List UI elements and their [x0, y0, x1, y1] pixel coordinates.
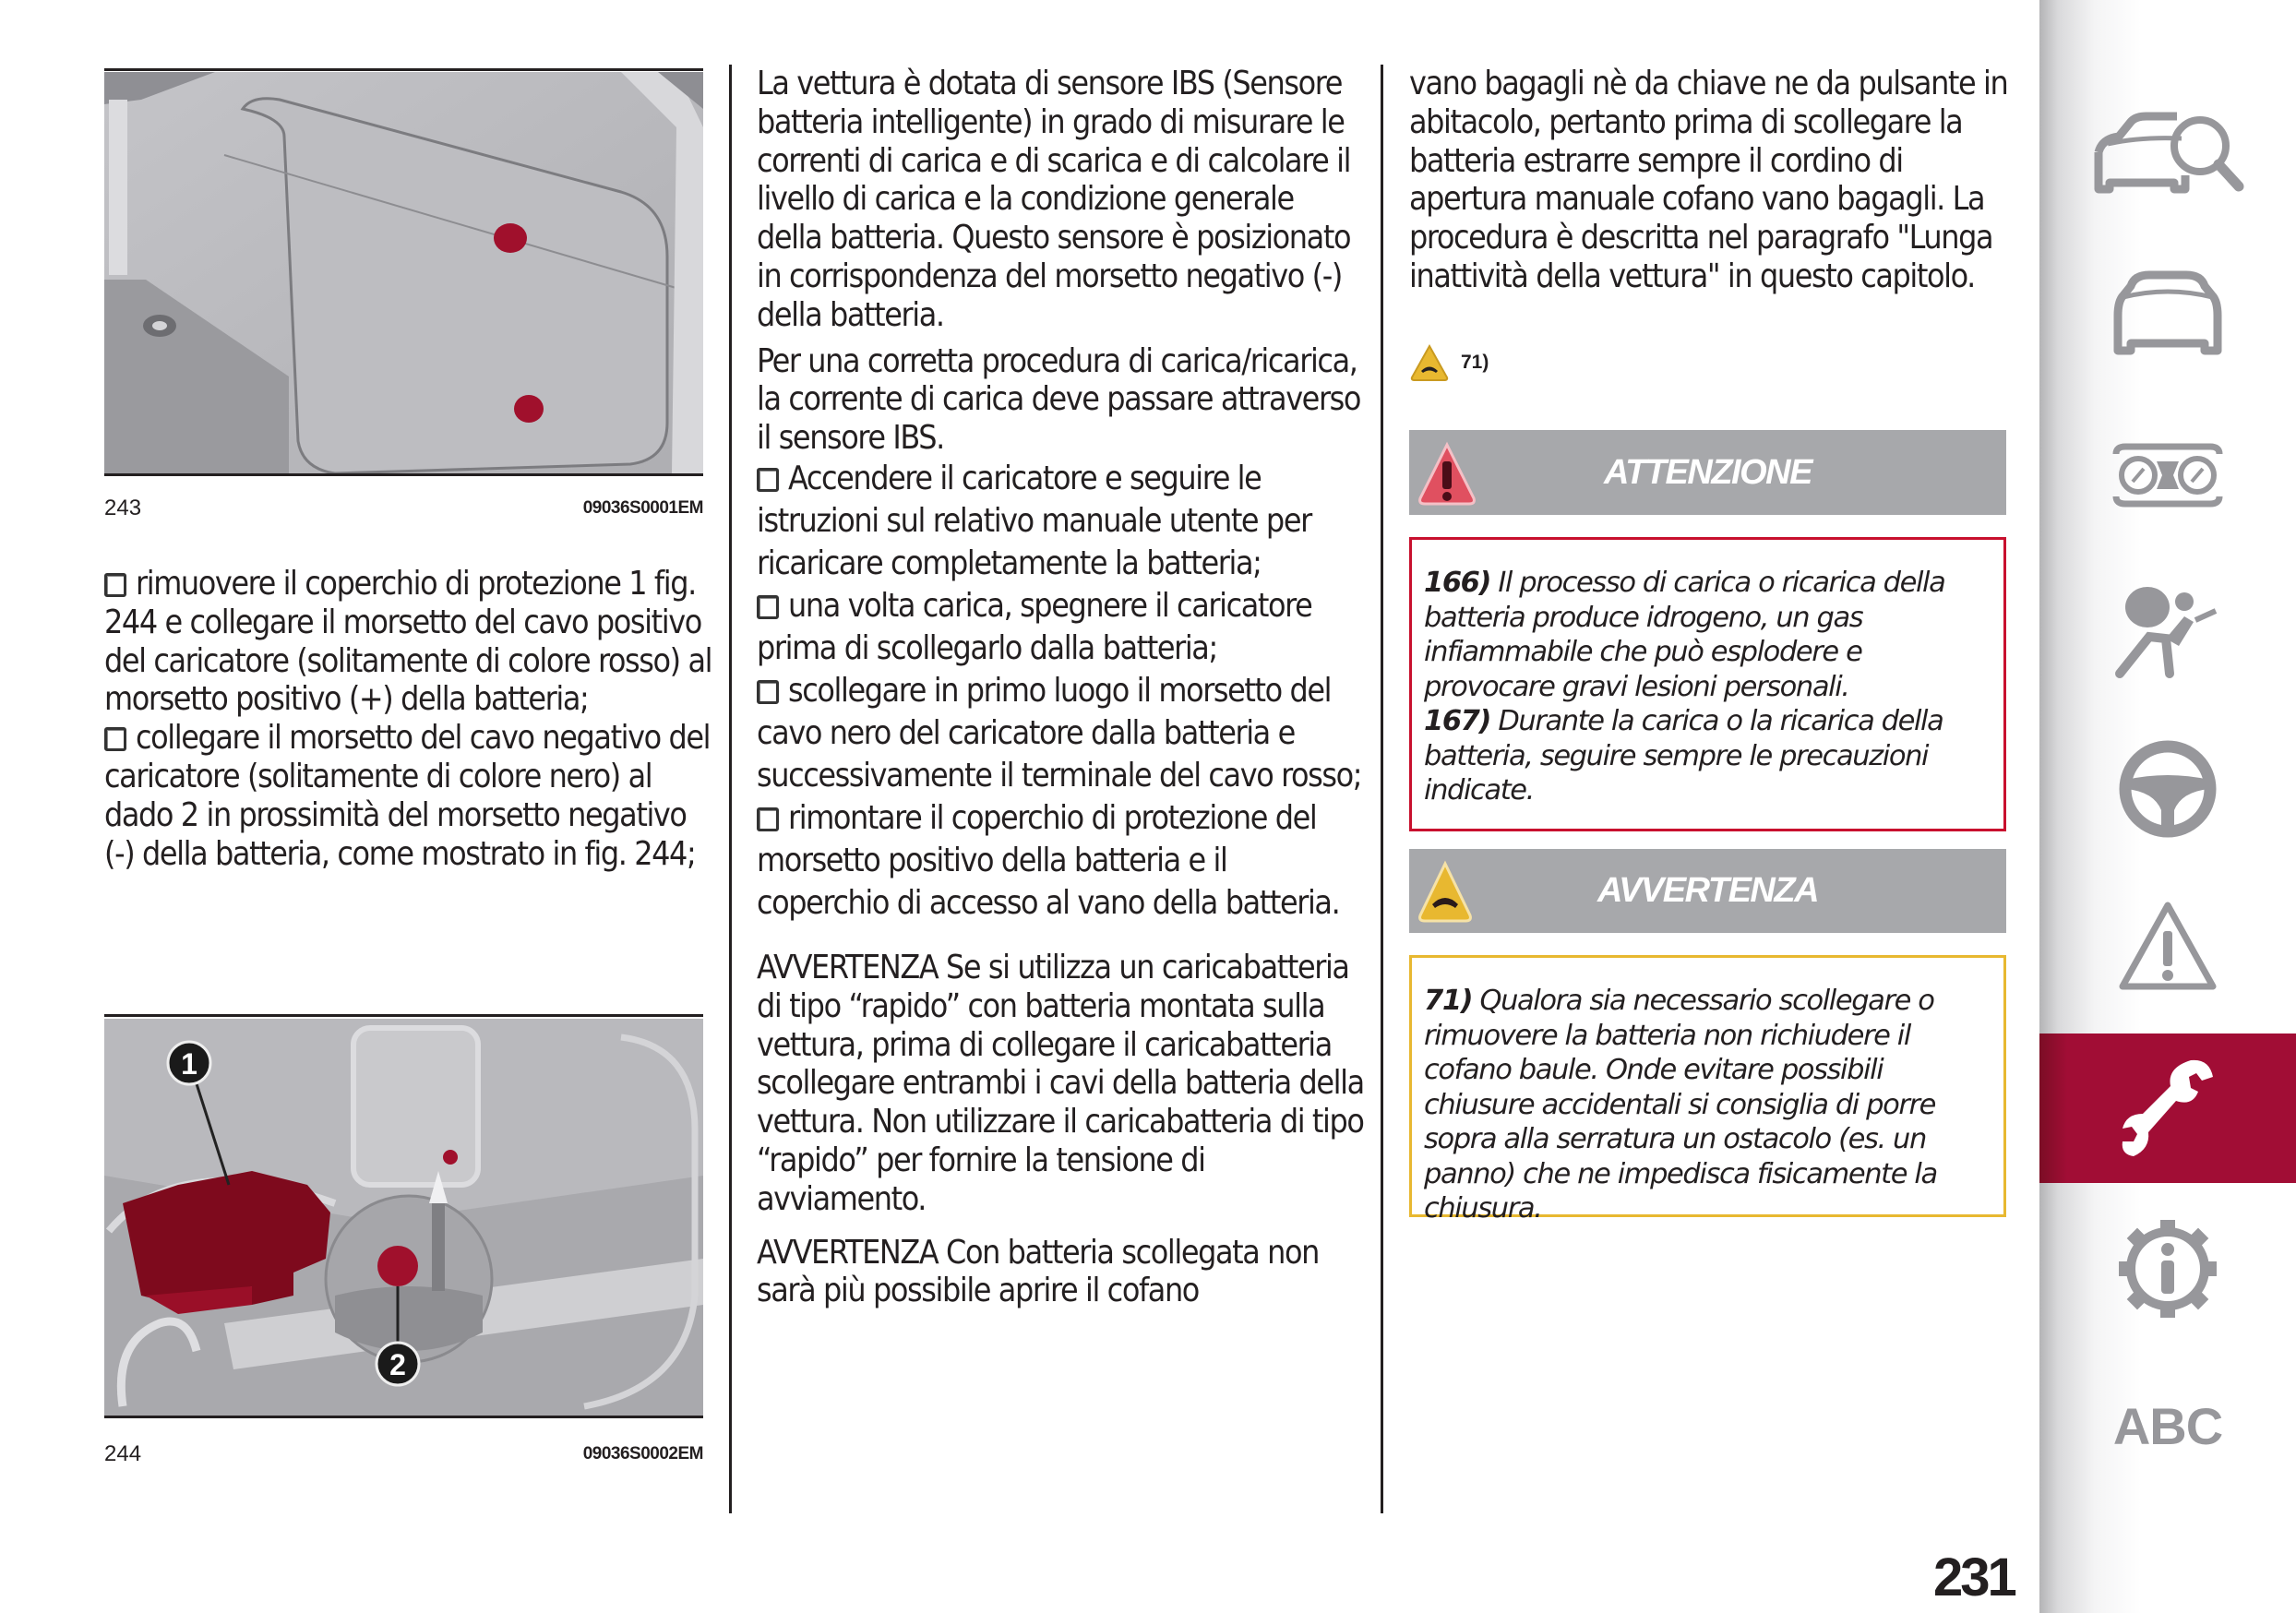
warning-banner — [1409, 849, 2006, 933]
warning-reference-label: 71) — [1461, 352, 1489, 373]
checkbox-bullet-icon — [104, 573, 126, 597]
checkbox-bullet-icon — [757, 807, 779, 831]
attention-banner — [1409, 430, 2006, 515]
bullet-item: Accendere il caricatore e seguire le istruzioni sul relativo manuale utente per ricaricare completamente la batteria; — [757, 459, 1311, 582]
figure-243-bottom-rule — [104, 473, 703, 476]
sidebar-item-technical-data[interactable] — [2039, 1200, 2296, 1338]
warning-reference — [1409, 343, 1489, 382]
checkbox-bullet-icon — [757, 680, 779, 704]
bullet-item: scollegare in primo luogo il morsetto del cavo nero del caricatore dalla batteria e successivamente il terminale del cavo rosso; — [757, 671, 1362, 795]
checkbox-bullet-icon — [104, 727, 126, 751]
paragraph-charging-procedure: Per una corretta procedura di carica/ricarica, la corrente di carica deve passare attraverso il sensore IBS. — [757, 341, 1361, 458]
figure-244-top-rule — [104, 1014, 703, 1017]
page-number: 231 — [1933, 1547, 2015, 1607]
callout-1-label: 1 — [181, 1047, 197, 1081]
figure-243-top-rule — [104, 68, 703, 71]
column-divider — [729, 65, 732, 1513]
sidebar-item-dashboard[interactable] — [2039, 415, 2296, 535]
steering-wheel-icon — [2117, 738, 2218, 840]
figure-244-code: 09036S0002EM — [582, 1444, 703, 1464]
figure-243-code: 09036S0001EM — [582, 498, 703, 518]
bullet-item: collegare il morsetto del cavo negativo del caricatore (solitamente di colore nero) al dado 2 in prossimità del morsetto negativo (-) della batteria, come mostrato in fig. 244; — [104, 719, 711, 873]
attention-title: ATTENZIONE — [1604, 452, 1812, 492]
warning-title: AVVERTENZA — [1596, 871, 1819, 910]
bullet-item: una volta carica, spegnere il caricatore prima di scollegarlo dalla batteria; — [757, 586, 1312, 667]
bullet-item: rimontare il coperchio di protezione del morsetto positivo della batteria e il coperchio di accesso al vano della batteria. — [757, 798, 1340, 922]
instrument-cluster-icon — [2112, 443, 2223, 508]
attention-note-box — [1409, 537, 2006, 831]
checkbox-bullet-icon — [757, 468, 779, 492]
wrench-icon — [2117, 1053, 2218, 1164]
warning-reference-icon — [1409, 343, 1450, 382]
callout-2-label: 2 — [389, 1348, 406, 1381]
car-front-icon — [2112, 268, 2223, 360]
figure-244-bottom-rule — [104, 1416, 703, 1418]
note-number: 167) — [1424, 705, 1491, 737]
left-column-text — [104, 565, 713, 873]
paragraph-trunk-release: vano bagagli nè da chiave ne da pulsante in abitacolo, pertanto prima di scollegare la batteria estrarre sempre il cordino di apertura manuale cofano vano bagagli. La procedura è descritta nel paragrafo "Lunga inattività della vettura" in questo capitolo. — [1409, 65, 2008, 295]
warning-triangle-icon — [2117, 900, 2218, 992]
car-search-icon — [2089, 111, 2246, 203]
figure-243-number: 243 — [104, 496, 142, 520]
paragraph-disconnected-battery-warning: AVVERTENZA Con batteria scollegata non sarà più possibile aprire il cofano — [757, 1233, 1319, 1310]
paragraph-fast-charger-warning: AVVERTENZA Se si utilizza un caricabatteria di tipo “rapido” con batteria montata sulla vettura, prima di collegare il caricabatteria scollegare entrambi i cavi della batteria della vettura. Non utilizzare il caricabatteria di tipo “rapido” per fornire la tensione di avviamento. — [757, 948, 1364, 1218]
sidebar-item-index[interactable] — [2039, 1356, 2296, 1495]
gear-info-icon — [2117, 1218, 2218, 1320]
attention-note: 166) Il processo di carica o ricarica della batteria produce idrogeno, un gas infiammabile che può esplodere e provocare gravi lesioni personali. — [1424, 567, 1945, 703]
note-number: 71) — [1424, 985, 1473, 1017]
warning-note-box — [1409, 955, 2006, 1225]
sidebar-item-car-knowledge[interactable] — [2039, 92, 2296, 221]
bullet-item: rimuovere il coperchio di protezione 1 fig. 244 e collegare il morsetto del cavo positivo del caricatore (solitamente di colore rosso) al morsetto positivo (+) della batteria; — [104, 565, 712, 719]
note-number: 166) — [1424, 567, 1491, 599]
paragraph-ibs-sensor: La vettura è dotata di sensore IBS (Sensore batteria intelligente) in grado di misurare le correnti di carica e di scarica e di calcolare il livello di carica e la condizione generale della batteria. Questo sensore è posizionato in corrispondenza del morsetto negativo (-) della batteria. — [757, 65, 1351, 334]
figure-244-image — [104, 1019, 703, 1416]
airbag-icon — [2112, 581, 2223, 683]
index-abc-label: ABC — [2112, 1396, 2223, 1455]
warning-note: 71) Qualora sia necessario scollegare o rimuovere la batteria non richiudere il cofano baule. Onde evitare possibili chiusure accidentali si consiglia di porre sopra alla serratura un ostacolo (es. un panno) che ne impedisca fisicamente la chiusura. — [1424, 985, 1937, 1225]
sidebar-item-emergency[interactable] — [2039, 877, 2296, 1015]
sidebar-item-maintenance[interactable] — [2039, 1034, 2296, 1183]
figure-243-image — [104, 72, 703, 473]
middle-column-text — [757, 65, 1366, 1310]
chapter-sidebar — [2039, 0, 2296, 1613]
sidebar-item-car[interactable] — [2039, 249, 2296, 378]
battery-illustration — [104, 1019, 703, 1416]
right-column-text — [1409, 65, 2018, 296]
trunk-panel-illustration — [104, 72, 703, 473]
figure-244-number: 244 — [104, 1441, 142, 1466]
attention-note: 167) Durante la carica o la ricarica della batteria, seguire sempre le precauzioni indicate. — [1424, 705, 1943, 806]
checkbox-bullet-icon — [757, 595, 779, 619]
sidebar-item-safety[interactable] — [2039, 563, 2296, 701]
sidebar-item-driving[interactable] — [2039, 720, 2296, 858]
column-divider — [1381, 65, 1383, 1513]
